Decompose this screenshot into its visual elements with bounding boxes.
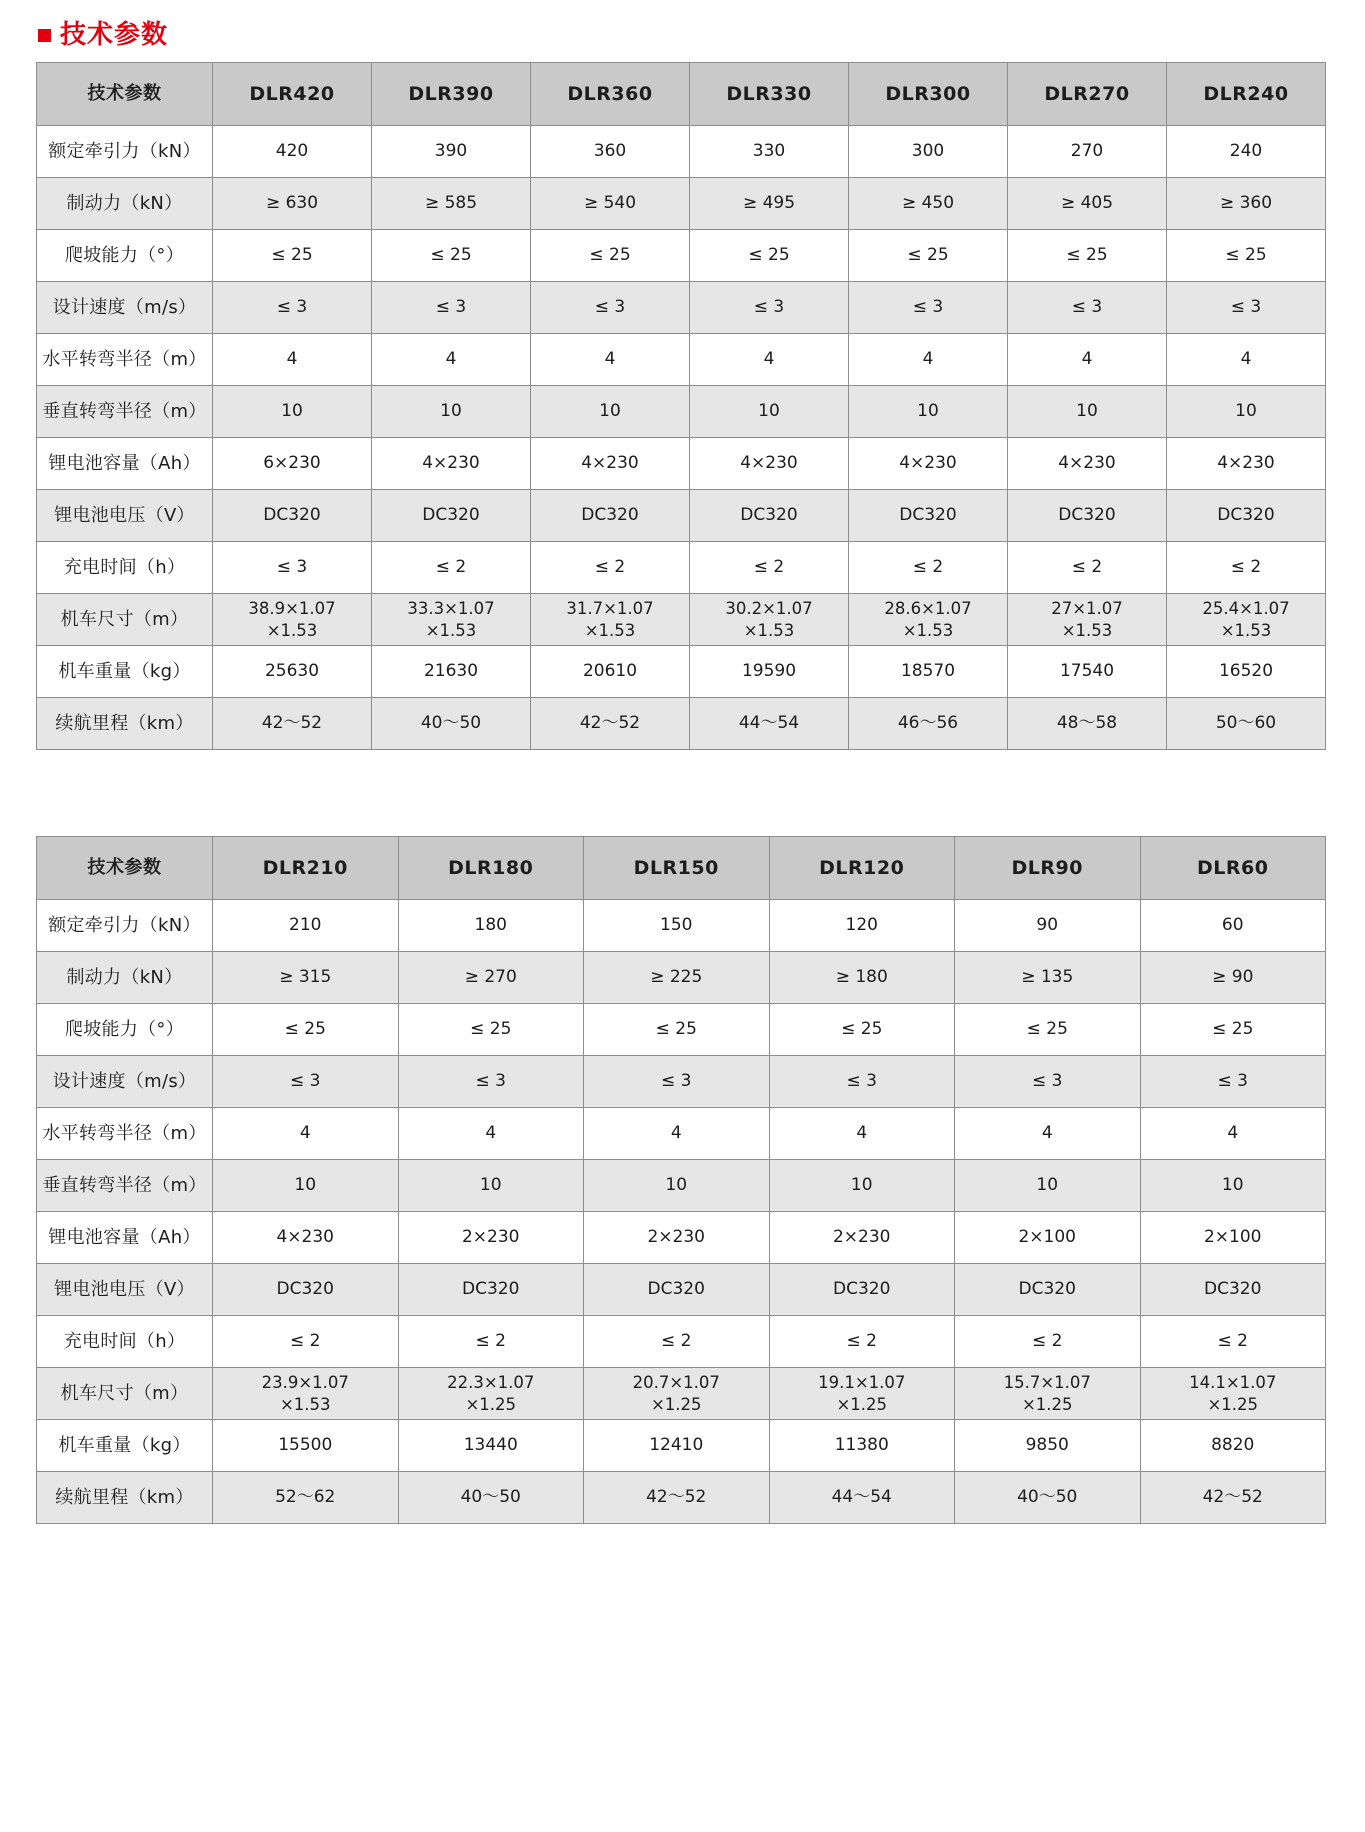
table-cell: 42～52 xyxy=(584,1472,770,1524)
table-cell: ≥ 540 xyxy=(531,178,690,230)
table-cell: DC320 xyxy=(372,490,531,542)
table-cell: 60 xyxy=(1140,900,1326,952)
table-cell: ≤ 25 xyxy=(1140,1004,1326,1056)
table-cell: 10 xyxy=(849,386,1008,438)
table-cell: ≥ 225 xyxy=(584,952,770,1004)
table-cell: 25.4×1.07 ×1.53 xyxy=(1167,594,1326,646)
table-cell: 12410 xyxy=(584,1420,770,1472)
table-cell: 18570 xyxy=(849,646,1008,698)
table-cell: ≤ 3 xyxy=(584,1056,770,1108)
table-cell: 2×100 xyxy=(1140,1212,1326,1264)
table-cell: 21630 xyxy=(372,646,531,698)
table-header-model-DLR60: DLR60 xyxy=(1140,837,1326,900)
table-cell: ≤ 2 xyxy=(1167,542,1326,594)
page-title: 技术参数 xyxy=(60,20,169,50)
table-row xyxy=(37,1368,1326,1420)
table-cell: 360 xyxy=(531,126,690,178)
table-cell: ≥ 585 xyxy=(372,178,531,230)
section-heading xyxy=(38,22,1329,48)
table-row xyxy=(37,178,1326,230)
table-cell: ≤ 2 xyxy=(769,1316,955,1368)
table-cell: ≤ 3 xyxy=(213,542,372,594)
table-row xyxy=(37,230,1326,282)
row-label: 锂电池容量（Ah） xyxy=(37,438,213,490)
table-cell: 4 xyxy=(213,1108,399,1160)
table-cell: ≤ 25 xyxy=(769,1004,955,1056)
table-cell: ≤ 25 xyxy=(398,1004,584,1056)
table-cell: 6×230 xyxy=(213,438,372,490)
table-cell: ≤ 25 xyxy=(584,1004,770,1056)
table-cell: ≤ 25 xyxy=(213,1004,399,1056)
table-cell: 9850 xyxy=(955,1420,1141,1472)
table-header-model-DLR330: DLR330 xyxy=(690,63,849,126)
table-cell: 8820 xyxy=(1140,1420,1326,1472)
spec-table-1-head xyxy=(37,63,1326,126)
table-cell: 4×230 xyxy=(372,438,531,490)
table-row xyxy=(37,1420,1326,1472)
table-cell: 22.3×1.07 ×1.25 xyxy=(398,1368,584,1420)
row-label: 水平转弯半径（m） xyxy=(37,334,213,386)
table-cell: 23.9×1.07 ×1.53 xyxy=(213,1368,399,1420)
table-cell: ≤ 3 xyxy=(1140,1056,1326,1108)
table-cell: 4 xyxy=(849,334,1008,386)
table-cell: ≤ 3 xyxy=(690,282,849,334)
table-cell: 270 xyxy=(1008,126,1167,178)
spec-table-2-block xyxy=(36,836,1329,1524)
table-row xyxy=(37,334,1326,386)
table-cell: 420 xyxy=(213,126,372,178)
row-label: 垂直转弯半径（m） xyxy=(37,1160,213,1212)
table-cell: 10 xyxy=(372,386,531,438)
table-cell: 16520 xyxy=(1167,646,1326,698)
table-cell: DC320 xyxy=(690,490,849,542)
table-row xyxy=(37,386,1326,438)
table-cell: ≤ 3 xyxy=(213,1056,399,1108)
row-label: 锂电池电压（V） xyxy=(37,490,213,542)
table-cell: 4 xyxy=(531,334,690,386)
table-cell: ≤ 3 xyxy=(372,282,531,334)
table-cell: 40～50 xyxy=(955,1472,1141,1524)
spec-table-1-block xyxy=(36,62,1329,750)
row-label: 续航里程（km） xyxy=(37,1472,213,1524)
table-cell: ≥ 630 xyxy=(213,178,372,230)
table-cell: 4 xyxy=(1167,334,1326,386)
table-cell: 90 xyxy=(955,900,1141,952)
table-header-param: 技术参数 xyxy=(37,63,213,126)
table-cell: 20.7×1.07 ×1.25 xyxy=(584,1368,770,1420)
row-label: 续航里程（km） xyxy=(37,698,213,750)
table-cell: ≤ 25 xyxy=(1167,230,1326,282)
table-cell: 4 xyxy=(690,334,849,386)
table-row xyxy=(37,646,1326,698)
spec-table-1-body xyxy=(37,126,1326,750)
table-cell: 150 xyxy=(584,900,770,952)
table-cell: ≥ 90 xyxy=(1140,952,1326,1004)
row-label: 爬坡能力（°） xyxy=(37,1004,213,1056)
table-cell: 4 xyxy=(398,1108,584,1160)
table-cell: 42～52 xyxy=(531,698,690,750)
table-cell: 2×230 xyxy=(769,1212,955,1264)
table-cell: ≤ 2 xyxy=(398,1316,584,1368)
table-cell: ≥ 405 xyxy=(1008,178,1167,230)
table-cell: 10 xyxy=(531,386,690,438)
table-cell: ≤ 3 xyxy=(849,282,1008,334)
spec-table-2-body xyxy=(37,900,1326,1524)
table-cell: 31.7×1.07 ×1.53 xyxy=(531,594,690,646)
table-cell: 4 xyxy=(372,334,531,386)
row-label: 制动力（kN） xyxy=(37,952,213,1004)
table-cell: 10 xyxy=(955,1160,1141,1212)
table-cell: ≤ 2 xyxy=(213,1316,399,1368)
table-header-model-DLR150: DLR150 xyxy=(584,837,770,900)
row-label: 制动力（kN） xyxy=(37,178,213,230)
table-cell: ≥ 180 xyxy=(769,952,955,1004)
table-cell: ≤ 3 xyxy=(213,282,372,334)
table-cell: 330 xyxy=(690,126,849,178)
table-cell: 4×230 xyxy=(213,1212,399,1264)
table-header-model-DLR90: DLR90 xyxy=(955,837,1141,900)
table-row xyxy=(37,952,1326,1004)
table-cell: 15500 xyxy=(213,1420,399,1472)
table-cell: 15.7×1.07 ×1.25 xyxy=(955,1368,1141,1420)
bullet-square-icon xyxy=(38,29,51,42)
table-cell: ≤ 2 xyxy=(372,542,531,594)
table-cell: ≥ 495 xyxy=(690,178,849,230)
table-cell: DC320 xyxy=(1140,1264,1326,1316)
row-label: 充电时间（h） xyxy=(37,542,213,594)
table-cell: 4×230 xyxy=(531,438,690,490)
table-cell: 210 xyxy=(213,900,399,952)
row-label: 锂电池容量（Ah） xyxy=(37,1212,213,1264)
table-header-row xyxy=(37,837,1326,900)
table-cell: ≤ 3 xyxy=(955,1056,1141,1108)
row-label: 锂电池电压（V） xyxy=(37,1264,213,1316)
row-label: 额定牵引力（kN） xyxy=(37,900,213,952)
row-label: 垂直转弯半径（m） xyxy=(37,386,213,438)
table-cell: DC320 xyxy=(584,1264,770,1316)
spec-table-1 xyxy=(36,62,1326,750)
table-cell: 10 xyxy=(584,1160,770,1212)
table-cell: ≤ 25 xyxy=(213,230,372,282)
table-cell: 20610 xyxy=(531,646,690,698)
row-label: 额定牵引力（kN） xyxy=(37,126,213,178)
table-cell: DC320 xyxy=(1008,490,1167,542)
row-label: 设计速度（m/s） xyxy=(37,282,213,334)
table-row xyxy=(37,1472,1326,1524)
table-cell: ≤ 3 xyxy=(531,282,690,334)
table-cell: 38.9×1.07 ×1.53 xyxy=(213,594,372,646)
table-cell: 4 xyxy=(584,1108,770,1160)
table-cell: ≥ 450 xyxy=(849,178,1008,230)
table-header-model-DLR420: DLR420 xyxy=(213,63,372,126)
table-cell: ≥ 360 xyxy=(1167,178,1326,230)
table-cell: 390 xyxy=(372,126,531,178)
table-cell: 42～52 xyxy=(213,698,372,750)
table-cell: 4 xyxy=(1140,1108,1326,1160)
table-cell: 2×100 xyxy=(955,1212,1141,1264)
table-cell: 10 xyxy=(1167,386,1326,438)
table-cell: 2×230 xyxy=(584,1212,770,1264)
table-cell: 28.6×1.07 ×1.53 xyxy=(849,594,1008,646)
table-header-row xyxy=(37,63,1326,126)
table-row xyxy=(37,1316,1326,1368)
table-cell: ≤ 2 xyxy=(955,1316,1141,1368)
table-cell: 4 xyxy=(955,1108,1141,1160)
table-cell: 13440 xyxy=(398,1420,584,1472)
row-label: 机车尺寸（m） xyxy=(37,594,213,646)
table-cell: DC320 xyxy=(531,490,690,542)
table-row xyxy=(37,594,1326,646)
table-row xyxy=(37,1212,1326,1264)
table-row xyxy=(37,438,1326,490)
table-row xyxy=(37,1056,1326,1108)
spec-table-2 xyxy=(36,836,1326,1524)
table-cell: 42～52 xyxy=(1140,1472,1326,1524)
table-row xyxy=(37,900,1326,952)
table-cell: 10 xyxy=(690,386,849,438)
table-row xyxy=(37,1004,1326,1056)
table-header-model-DLR360: DLR360 xyxy=(531,63,690,126)
table-cell: ≤ 25 xyxy=(1008,230,1167,282)
table-cell: 17540 xyxy=(1008,646,1167,698)
table-cell: 27×1.07 ×1.53 xyxy=(1008,594,1167,646)
table-cell: 4 xyxy=(213,334,372,386)
table-cell: 10 xyxy=(769,1160,955,1212)
table-cell: 14.1×1.07 ×1.25 xyxy=(1140,1368,1326,1420)
table-cell: 46～56 xyxy=(849,698,1008,750)
table-cell: ≤ 2 xyxy=(690,542,849,594)
table-cell: 52～62 xyxy=(213,1472,399,1524)
table-row xyxy=(37,126,1326,178)
table-header-model-DLR210: DLR210 xyxy=(213,837,399,900)
table-separator xyxy=(36,750,1329,836)
table-cell: 48～58 xyxy=(1008,698,1167,750)
table-cell: ≤ 25 xyxy=(955,1004,1141,1056)
table-cell: ≤ 25 xyxy=(531,230,690,282)
table-cell: 2×230 xyxy=(398,1212,584,1264)
table-header-model-DLR300: DLR300 xyxy=(849,63,1008,126)
table-cell: 4×230 xyxy=(849,438,1008,490)
table-cell: ≤ 2 xyxy=(849,542,1008,594)
table-cell: DC320 xyxy=(213,490,372,542)
row-label: 充电时间（h） xyxy=(37,1316,213,1368)
table-cell: ≤ 3 xyxy=(1167,282,1326,334)
table-cell: 10 xyxy=(1008,386,1167,438)
table-cell: ≤ 25 xyxy=(372,230,531,282)
table-cell: ≤ 2 xyxy=(531,542,690,594)
table-cell: DC320 xyxy=(213,1264,399,1316)
table-cell: ≤ 2 xyxy=(584,1316,770,1368)
table-cell: 4×230 xyxy=(690,438,849,490)
table-cell: 33.3×1.07 ×1.53 xyxy=(372,594,531,646)
table-header-model-DLR240: DLR240 xyxy=(1167,63,1326,126)
table-cell: 50～60 xyxy=(1167,698,1326,750)
table-cell: 240 xyxy=(1167,126,1326,178)
table-cell: ≥ 135 xyxy=(955,952,1141,1004)
table-cell: 30.2×1.07 ×1.53 xyxy=(690,594,849,646)
table-cell: DC320 xyxy=(769,1264,955,1316)
row-label: 爬坡能力（°） xyxy=(37,230,213,282)
table-cell: 4×230 xyxy=(1167,438,1326,490)
table-cell: 300 xyxy=(849,126,1008,178)
table-cell: 44～54 xyxy=(690,698,849,750)
row-label: 机车尺寸（m） xyxy=(37,1368,213,1420)
row-label: 设计速度（m/s） xyxy=(37,1056,213,1108)
table-row xyxy=(37,282,1326,334)
table-cell: ≤ 2 xyxy=(1140,1316,1326,1368)
table-cell: ≤ 3 xyxy=(398,1056,584,1108)
table-cell: 10 xyxy=(1140,1160,1326,1212)
table-cell: 10 xyxy=(213,386,372,438)
table-cell: 120 xyxy=(769,900,955,952)
table-cell: 10 xyxy=(213,1160,399,1212)
table-cell: DC320 xyxy=(955,1264,1141,1316)
table-cell: 25630 xyxy=(213,646,372,698)
table-row xyxy=(37,1108,1326,1160)
table-cell: 19590 xyxy=(690,646,849,698)
table-header-model-DLR180: DLR180 xyxy=(398,837,584,900)
table-row xyxy=(37,698,1326,750)
row-label: 机车重量（kg） xyxy=(37,646,213,698)
table-cell: ≥ 270 xyxy=(398,952,584,1004)
table-cell: 44～54 xyxy=(769,1472,955,1524)
table-row xyxy=(37,542,1326,594)
table-cell: 180 xyxy=(398,900,584,952)
table-cell: 4 xyxy=(769,1108,955,1160)
table-row xyxy=(37,490,1326,542)
table-header-model-DLR120: DLR120 xyxy=(769,837,955,900)
table-cell: 40～50 xyxy=(398,1472,584,1524)
table-cell: 11380 xyxy=(769,1420,955,1472)
table-cell: 4×230 xyxy=(1008,438,1167,490)
table-cell: 19.1×1.07 ×1.25 xyxy=(769,1368,955,1420)
table-cell: ≥ 315 xyxy=(213,952,399,1004)
table-cell: ≤ 25 xyxy=(849,230,1008,282)
table-cell: 10 xyxy=(398,1160,584,1212)
table-header-param: 技术参数 xyxy=(37,837,213,900)
table-cell: ≤ 2 xyxy=(1008,542,1167,594)
table-cell: DC320 xyxy=(398,1264,584,1316)
table-header-model-DLR390: DLR390 xyxy=(372,63,531,126)
row-label: 水平转弯半径（m） xyxy=(37,1108,213,1160)
table-cell: DC320 xyxy=(1167,490,1326,542)
table-cell: 40～50 xyxy=(372,698,531,750)
table-cell: ≤ 3 xyxy=(1008,282,1167,334)
table-row xyxy=(37,1264,1326,1316)
table-cell: DC320 xyxy=(849,490,1008,542)
table-cell: 4 xyxy=(1008,334,1167,386)
row-label: 机车重量（kg） xyxy=(37,1420,213,1472)
table-header-model-DLR270: DLR270 xyxy=(1008,63,1167,126)
table-row xyxy=(37,1160,1326,1212)
spec-table-2-head xyxy=(37,837,1326,900)
table-cell: ≤ 3 xyxy=(769,1056,955,1108)
table-cell: ≤ 25 xyxy=(690,230,849,282)
